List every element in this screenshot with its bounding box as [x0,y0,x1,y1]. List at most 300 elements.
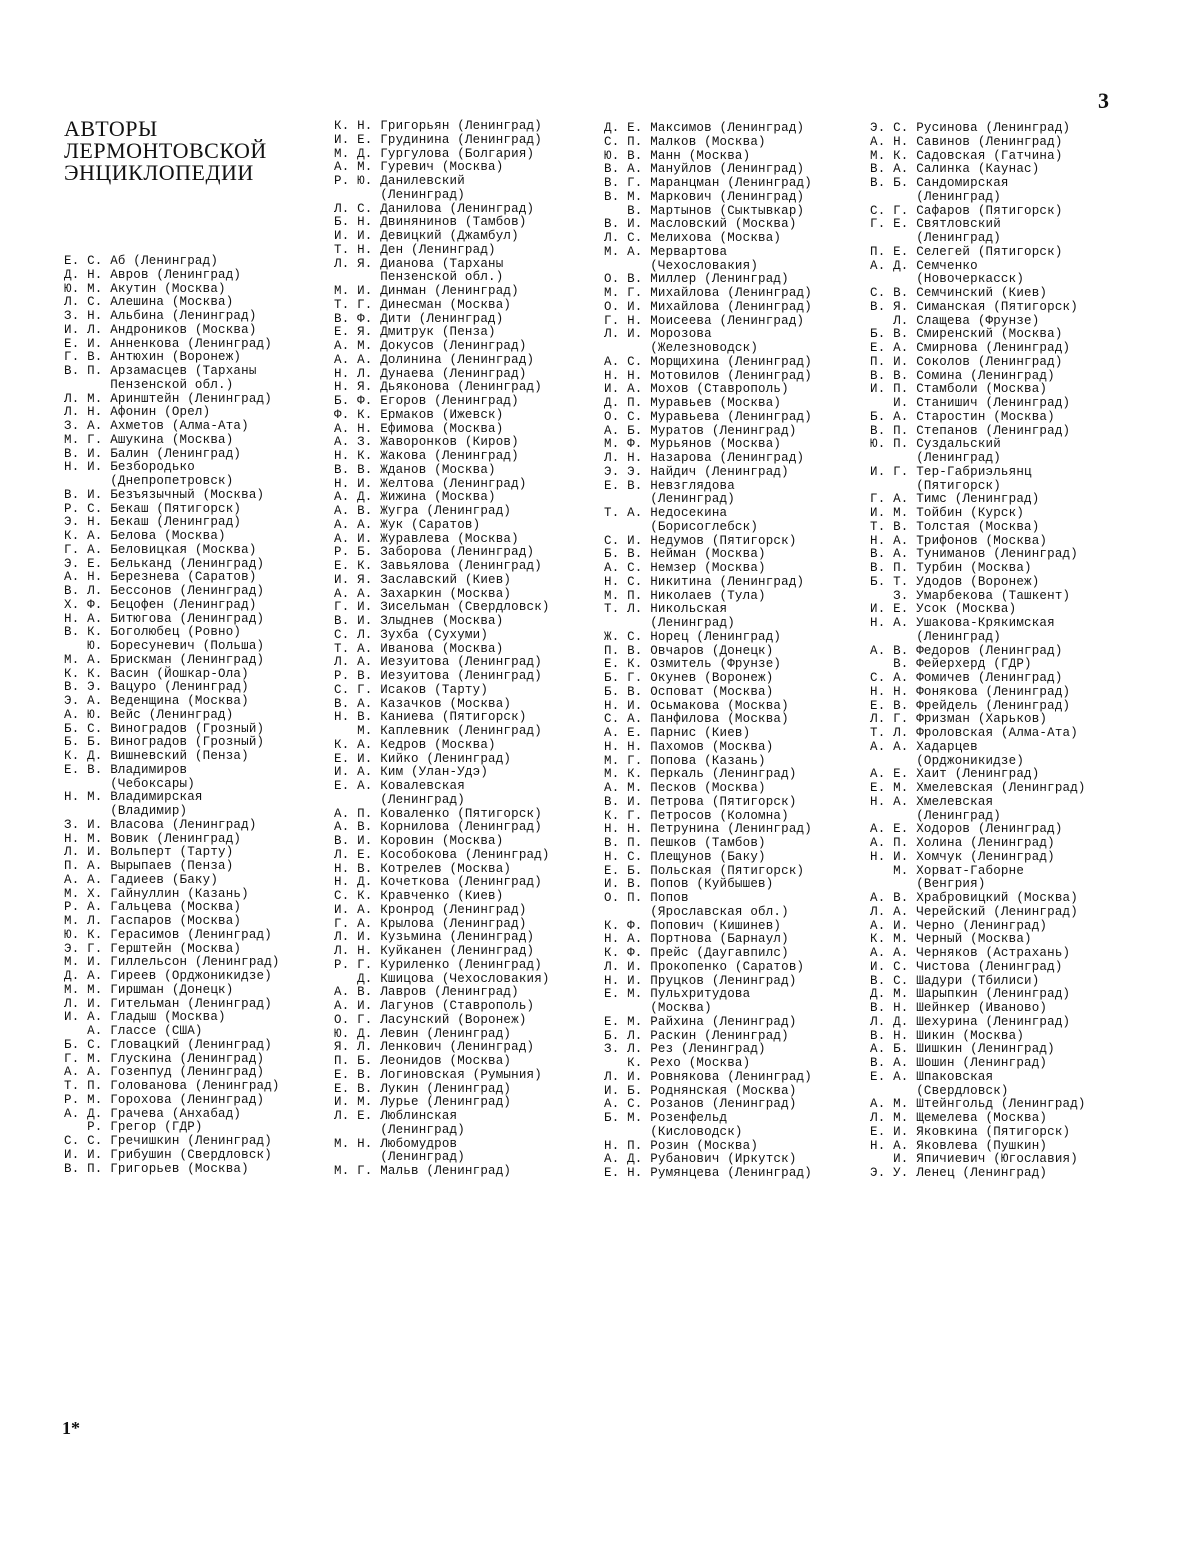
author-entry: В. А. Мануйлов (Ленинград) [604,162,805,177]
author-entry: К. Н. Григорьян (Ленинград) [334,119,542,133]
author-entry: Л. Н. Куйканен (Ленинград) [334,944,535,958]
author-entry: А. Д. Семченко [870,258,978,273]
author-entry: А. В. Федоров (Ленинград) [870,643,1063,658]
author-entry: В. П. Пешков (Тамбов) [604,836,766,850]
author-entry: Л. М. Аринштейн (Ленинград) [64,391,272,406]
author-entry: А. Ю. Вейс (Ленинград) [64,707,234,722]
author-entry: (Железноводск) [604,341,759,355]
author-entry: З. И. Власова (Ленинград) [64,817,257,832]
author-entry: И. И. Грибушин (Свердловск) [64,1147,272,1162]
author-entry: Р. С. Бекаш (Пятигорск) [64,501,242,516]
author-entry: (Днепропетровск) [64,474,234,488]
author-entry: А. В. Корнилова (Ленинград) [334,820,542,835]
author-entry: А. М. Докусов (Ленинград) [334,339,527,353]
author-entry: А. А. Хадарцев [870,739,978,754]
author-entry: Н. Я. Дьяконова (Ленинград) [334,380,542,395]
author-entry: И. Б. Роднянская (Москва) [604,1083,797,1098]
author-entry: Л. Н. Афонин (Орел) [64,405,211,420]
author-entry: С. А. Панфилова (Москва) [604,712,789,727]
author-entry: И. Я. Заславский (Киев) [334,572,512,587]
author-entry: И. Л. Андроников (Москва) [64,322,257,337]
author-entry: Н. М. Вовик (Ленинград) [64,831,242,846]
author-entry: Б. В. Осповат (Москва) [604,684,774,699]
author-entry: Е. А. Шпаковская [870,1069,994,1084]
author-entry: В. Я. Симанская (Пятигорск) [870,299,1078,314]
author-entry: М. Ф. Мурьянов (Москва) [604,437,782,452]
author-entry: Н. В. Каниева (Пятигорск) [334,710,527,725]
author-entry: А. Д. Рубанович (Иркутск) [604,1152,797,1167]
author-entry: Л. Н. Назарова (Ленинград) [604,451,805,465]
author-entry: Л. И. Вольперт (Тарту) [64,845,234,860]
author-entry: И. А. Ким (Улан-Удэ) [334,765,489,780]
author-entry: В. А. Туниманов (Ленинград) [870,547,1078,562]
author-entry: В. Фейерхерд (ГДР) [870,657,1032,672]
author-entry: (Ленинград) [604,616,735,630]
author-entry: Л. Г. Фризман (Харьков) [870,712,1048,727]
author-entry: (Ленинград) [334,1122,465,1137]
author-entry: С. А. Фомичев (Ленинград) [870,671,1063,685]
author-entry: Л. И. Кузьмина (Ленинград) [334,930,535,945]
author-entry: А. С. Немзер (Москва) [604,561,766,575]
author-entry: А. И. Журавлева (Москва) [334,531,519,546]
author-entry: Л. Е. Люблинская [334,1109,458,1123]
author-entry: В. И. Масловский (Москва) [604,217,797,232]
author-entry: Н. И. Осьмакова (Москва) [604,698,789,713]
author-entry: А. С. Розанов (Ленинград) [604,1097,797,1112]
author-entry: Н. Н. Петрунина (Ленинград) [604,822,812,837]
author-entry: С. С. Гречишкин (Ленинград) [64,1134,272,1148]
author-entry: Р. М. Горохова (Ленинград) [64,1092,265,1107]
author-entry: (Борисоглебск) [604,519,759,534]
author-entry: (Свердловск) [870,1083,1009,1098]
author-entry: Э. Г. Герштейн (Москва) [64,941,242,956]
author-entry: М. Г. Мальв (Ленинград) [334,1164,512,1178]
author-entry: В. И. Коровин (Москва) [334,834,504,848]
author-entry: Л. И. Гительман (Ленинград) [64,996,272,1011]
author-entry: Н. Л. Дунаева (Ленинград) [334,366,527,381]
author-entry: (Пятигорск) [870,478,1001,493]
authors-column-1 [64,255,280,1176]
author-entry: П. А. Вырыпаев (Пенза) [64,859,234,873]
author-entry: Б. А. Старостин (Москва) [870,409,1055,424]
page-number: 3 [1098,88,1109,113]
author-entry: А. Б. Шишкин (Ленинград) [870,1042,1055,1057]
author-entry: (Венгрия) [870,877,986,892]
author-entry: (Ленинград) [870,808,1001,823]
author-entry: З. Л. Рез (Ленинград) [604,1042,766,1057]
author-entry: О. В. Миллер (Ленинград) [604,272,789,287]
author-entry: Э. А. Веденщина (Москва) [64,694,249,708]
author-entry: Н. А. Трифонов (Москва) [870,533,1048,548]
author-entry: И. А. Гладыш (Москва) [64,1010,226,1025]
author-entry: З. А. Ахметов (Алма-Ата) [64,419,249,433]
author-entry: А. И. Лагунов (Ставрополь) [334,999,535,1013]
author-entry: О. П. Попов [604,891,689,905]
author-entry: С. Г. Исаков (Тарту) [334,682,489,697]
author-entry: Р. В. Иезуитова (Ленинград) [334,669,542,683]
author-entry: В. Э. Вацуро (Ленинград) [64,680,249,695]
author-entry: И. И. Девицкий (Джамбул) [334,229,519,243]
author-entry: А. Н. Березнева (Саратов) [64,570,257,585]
author-entry: Э. Е. Бельканд (Ленинград) [64,556,265,571]
author-entry: Н. П. Розин (Москва) [604,1138,759,1153]
author-entry: Е. С. Аб (Ленинград) [64,254,219,268]
author-entry: Б. С. Виноградов (Грозный) [64,721,265,736]
author-entry: Б. Г. Окунев (Воронеж) [604,671,774,685]
author-entry: Н. А. Портнова (Барнаул) [604,932,789,947]
author-entry: М. Х. Гайнуллин (Казань) [64,886,249,901]
title-line: ЭНЦИКЛОПЕДИИ [64,160,254,185]
author-entry: Б. Ф. Егоров (Ленинград) [334,394,519,408]
author-entry: М. М. Гиршман (Донецк) [64,982,234,997]
author-entry: Б. Б. Виноградов (Грозный) [64,735,265,750]
author-entry: Н. Д. Кочеткова (Ленинград) [334,875,542,890]
author-entry: Е. В. Логиновская (Румыния) [334,1067,542,1082]
authors-column-3 [604,122,812,1181]
author-entry: А. А. Гадиеев (Баку) [64,872,219,887]
author-entry: (Ярославская обл.) [604,904,789,919]
author-entry: А. П. Холина (Ленинград) [870,836,1055,850]
author-entry: З. Умарбекова (Ташкент) [870,588,1071,603]
author-entry: А. Н. Савинов (Ленинград) [870,134,1063,149]
author-entry: И. В. Попов (Куйбышев) [604,877,774,892]
authors-column-2 [334,120,550,1179]
author-entry: С. Л. Зухба (Сухуми) [334,627,489,642]
author-entry: М. К. Садовская (Гатчина) [870,148,1063,163]
author-entry: Г. Н. Моисеева (Ленинград) [604,313,805,328]
author-entry: (Ленинград) [870,231,1001,245]
author-entry: Е. А. Смирнова (Ленинград) [870,341,1071,355]
author-entry: Л. И. Ровнякова (Ленинград) [604,1069,812,1084]
author-entry: З. Н. Альбина (Ленинград) [64,309,257,323]
author-entry: А. А. Жук (Саратов) [334,517,481,532]
author-entry: К. А. Кедров (Москва) [334,737,496,752]
author-entry: Т. А. Недосекина [604,506,728,520]
author-entry: Н. А. Яковлева (Пушкин) [870,1138,1048,1153]
author-entry: В. П. Степанов (Ленинград) [870,423,1071,438]
author-entry: (Ленинград) [334,792,465,807]
author-entry: (Новочеркасск) [870,272,1025,287]
author-entry: Н. С. Никитина (Ленинград) [604,574,805,589]
author-entry: В. А. Шошин (Ленинград) [870,1056,1048,1070]
author-entry: И. М. Тойбин (Курск) [870,506,1025,520]
author-entry: Е. Я. Дмитрук (Пенза) [334,325,496,340]
author-entry: К. М. Черный (Москва) [870,932,1032,947]
author-entry: М. И. Динман (Ленинград) [334,284,519,298]
author-entry: Х. Ф. Бецофен (Ленинград) [64,597,257,612]
author-entry: Л. Д. Шехурина (Ленинград) [870,1014,1071,1029]
author-entry: А. И. Черно (Ленинград) [870,918,1048,933]
author-entry: А. М. Песков (Москва) [604,781,766,795]
author-entry: Пензенской обл.) [64,377,234,392]
author-entry: А. В. Храбровицкий (Москва) [870,891,1078,905]
author-entry: (Ленинград) [334,1150,465,1165]
author-entry: Л. С. Алешина (Москва) [64,295,234,310]
author-entry: (Чехословакия) [604,258,759,273]
author-entry: Е. К. Завьялова (Ленинград) [334,559,542,573]
author-entry: Д. Н. Авров (Ленинград) [64,267,242,282]
author-entry: Е. Б. Польская (Пятигорск) [604,863,805,878]
author-entry: М. Д. Гургулова (Болгария) [334,146,535,161]
author-entry: В. В. Жданов (Москва) [334,462,496,477]
author-entry: И. С. Чистова (Ленинград) [870,959,1063,974]
author-entry: М. А. Брискман (Ленинград) [64,652,265,667]
author-entry: Г. А. Крылова (Ленинград) [334,916,527,931]
author-entry: П. Б. Леонидов (Москва) [334,1054,512,1068]
author-entry: В. П. Турбин (Москва) [870,561,1032,575]
author-entry: В. А. Салинка (Каунас) [870,162,1040,177]
author-entry: Л. Слащева (Фрунзе) [870,313,1040,328]
author-entry: К. К. Васин (Йошкар-Ола) [64,666,249,681]
author-entry: Л. Я. Дианова (Тарханы [334,256,504,271]
author-entry: Э. Н. Бекаш (Ленинград) [64,515,242,530]
author-entry: Т. Л. Никольская [604,602,728,617]
author-entry: А. Д. Жижина (Москва) [334,490,496,505]
author-entry: Е. В. Владимиров [64,762,188,777]
author-entry: Т. А. Иванова (Москва) [334,641,504,656]
author-entry: М. Хорват-Габорне [870,863,1025,878]
author-entry: Н. И. Пруцков (Ленинград) [604,973,797,988]
author-entry: А. Н. Ефимова (Москва) [334,421,504,436]
author-entry: И. Япичиевич (Югославия) [870,1152,1078,1167]
author-entry: А. Е. Парнис (Киев) [604,726,751,740]
author-entry: В. А. Казачков (Москва) [334,696,512,711]
author-entry: С. П. Малков (Москва) [604,134,766,149]
author-entry: Б. Т. Удодов (Воронеж) [870,574,1040,589]
author-entry: Е. К. Озмитель (Фрунзе) [604,657,782,672]
author-entry: Н. Н. Фонякова (Ленинград) [870,684,1071,699]
author-entry: О. Г. Ласунский (Воронеж) [334,1012,527,1027]
author-entry: Р. А. Гальцева (Москва) [64,900,242,915]
author-entry: Н. И. Безбородько [64,460,195,475]
author-entry: М. Г. Попова (Казань) [604,753,766,768]
author-entry: Ю. В. Манн (Москва) [604,148,751,163]
author-entry: М. А. Мервартова [604,244,728,259]
author-entry: С. Г. Сафаров (Пятигорск) [870,203,1063,218]
signature-mark: 1* [62,1418,80,1438]
author-entry: М. П. Николаев (Тула) [604,588,766,603]
author-entry: В. К. Боголюбец (Ровно) [64,625,242,640]
page-title [64,118,324,184]
author-entry: Е. И. Кийко (Ленинград) [334,751,512,766]
author-entry: Ю. К. Герасимов (Ленинград) [64,927,272,942]
author-entry: В. Г. Маранцман (Ленинград) [604,176,812,190]
author-entry: Е. М. Пульхритудова [604,987,751,1002]
author-entry: К. Рехо (Москва) [604,1056,751,1070]
author-entry: А. В. Жугра (Ленинград) [334,504,512,518]
author-entry: Н. М. Владимирская [64,790,203,805]
author-entry: Ю. П. Суздальский [870,437,1001,452]
author-entry: Е. В. Невзглядова [604,478,735,493]
author-entry: В. П. Григорьев (Москва) [64,1161,249,1176]
author-entry: Э. У. Ленец (Ленинград) [870,1166,1048,1180]
author-entry: Н. Н. Пахомов (Москва) [604,739,774,754]
author-entry: К. Г. Петросов (Коломна) [604,808,789,823]
author-entry: (Чебоксары) [64,776,195,791]
author-entry: Т. В. Толстая (Москва) [870,519,1040,534]
author-entry: А. Е. Ходоров (Ленинград) [870,822,1063,837]
author-entry: Б. В. Нейман (Москва) [604,547,766,562]
author-entry: (Владимир) [64,804,188,818]
author-entry: И. Е. Усок (Москва) [870,602,1017,617]
author-entry: О. С. Муравьева (Ленинград) [604,409,812,424]
author-entry: М. Каплевник (Ленинград) [334,724,542,738]
author-entry: (Ленинград) [604,492,735,507]
author-entry: Е. М. Райхина (Ленинград) [604,1014,797,1029]
author-entry: Е. М. Хмелевская (Ленинград) [870,781,1086,795]
author-entry: Д. Е. Максимов (Ленинград) [604,121,805,135]
author-entry: Т. Г. Динесман (Москва) [334,297,512,312]
author-entry: А. Е. Хаит (Ленинград) [870,767,1040,782]
author-entry: К. Ф. Попович (Кишинев) [604,918,782,933]
author-entry: Г. А. Тимс (Ленинград) [870,492,1040,507]
author-entry: В. С. Шадури (Тбилиси) [870,973,1040,988]
author-entry: Б. В. Смиренский (Москва) [870,327,1063,342]
authors-column-4 [870,122,1086,1181]
author-entry: Ф. К. Ермаков (Ижевск) [334,407,504,422]
title-line: АВТОРЫ [64,116,158,141]
author-entry: Г. М. Глускина (Ленинград) [64,1051,265,1066]
author-entry: А. С. Морщихина (Ленинград) [604,354,812,369]
author-entry: В. И. Злыднев (Москва) [334,614,504,628]
author-entry: Н. А. Ушакова-Крякимская [870,616,1055,630]
author-entry: (Ленинград) [334,187,465,202]
author-entry: А. Глассе (США) [64,1024,203,1038]
author-entry: В. Н. Шикин (Москва) [870,1028,1025,1043]
author-entry: Н. В. Котрелев (Москва) [334,861,512,876]
author-entry: П. И. Соколов (Ленинград) [870,354,1063,369]
author-entry: Д. П. Муравьев (Москва) [604,396,782,410]
author-entry: Р. Грегор (ГДР) [64,1120,203,1135]
author-entry: С. И. Недумов (Пятигорск) [604,533,797,548]
author-entry: Л. М. Щемелева (Москва) [870,1111,1048,1125]
author-entry: Т. Л. Фроловская (Алма-Ата) [870,726,1078,740]
author-entry: А. М. Штейнгольд (Ленинград) [870,1097,1086,1112]
author-entry: Л. С. Мелихова (Москва) [604,231,782,245]
author-entry: Н. И. Желтова (Ленинград) [334,476,527,491]
author-entry: П. В. Овчаров (Донецк) [604,643,774,658]
author-entry: М. Г. Ашукина (Москва) [64,432,234,447]
author-entry: В. И. Петрова (Пятигорск) [604,794,797,809]
author-entry: М. Л. Гаспаров (Москва) [64,914,242,928]
author-entry: Д. Кшицова (Чехословакия) [334,971,550,986]
author-entry: Б. М. Розенфельд [604,1111,728,1125]
author-entry: И. А. Мохов (Ставрополь) [604,382,789,397]
author-entry: О. И. Михайлова (Ленинград) [604,299,812,314]
author-entry: В. П. Арзамасцев (Тарханы [64,364,257,378]
author-entry: В. Н. Шейнкер (Иваново) [870,1001,1048,1015]
author-entry: (Кисловодск) [604,1124,743,1139]
author-entry: Е. Н. Румянцева (Ленинград) [604,1166,812,1180]
author-entry: В. Ф. Дити (Ленинград) [334,311,504,326]
author-entry: Б. Н. Двинянинов (Тамбов) [334,215,527,230]
author-entry: М. Н. Любомудров [334,1136,458,1151]
author-entry: Б. С. Гловацкий (Ленинград) [64,1037,272,1052]
author-entry: Э. С. Русинова (Ленинград) [870,121,1071,135]
author-entry: Р. Б. Заборова (Ленинград) [334,545,535,560]
author-entry: В. Мартынов (Сыктывкар) [604,203,805,218]
author-entry: А. Б. Муратов (Ленинград) [604,423,797,438]
author-entry: С. В. Семчинский (Киев) [870,286,1048,300]
author-entry: (Москва) [604,1001,712,1015]
author-entry: Пензенской обл.) [334,270,504,285]
author-entry: И. Г. Тер-Габриэльянц [870,464,1032,479]
author-entry: Е. В. Фрейдель (Ленинград) [870,698,1071,713]
author-entry: В. Б. Сандомирская [870,176,1009,190]
author-entry: А. М. Гуревич (Москва) [334,160,504,175]
author-entry: П. Е. Селегей (Пятигорск) [870,244,1063,259]
author-entry: С. К. Кравченко (Киев) [334,889,504,903]
author-entry: (Ленинград) [870,629,1001,644]
author-entry: Ю. Боресуневич (Польша) [64,639,265,653]
author-entry: Е. А. Ковалевская [334,779,465,793]
author-entry: Ж. С. Норец (Ленинград) [604,629,782,644]
author-entry: Д. А. Гиреев (Орджоникидзе) [64,969,272,983]
author-entry: Г. Е. Святловский [870,217,1001,232]
author-entry: А. Д. Грачева (Анхабад) [64,1106,242,1121]
author-entry: М. Г. Михайлова (Ленинград) [604,286,812,300]
author-entry: М. К. Перкаль (Ленинград) [604,767,797,782]
author-entry: И. М. Лурье (Ленинград) [334,1095,512,1110]
author-entry: Н. И. Хомчук (Ленинград) [870,849,1055,864]
author-entry: Р. Г. Куриленко (Ленинград) [334,957,542,972]
author-entry: (Ленинград) [870,451,1001,465]
author-entry: Т. Н. Ден (Ленинград) [334,242,496,257]
author-entry: Г. И. Зисельман (Свердловск) [334,600,550,615]
author-entry: Н. А. Битюгова (Ленинград) [64,611,265,626]
author-entry: А. А. Черняков (Астрахань) [870,946,1071,960]
author-entry: И. Е. Грудинина (Ленинград) [334,132,542,147]
author-entry: И. П. Стамболи (Москва) [870,382,1048,397]
author-entry: К. А. Белова (Москва) [64,529,226,543]
author-entry: Н. А. Хмелевская [870,794,994,809]
author-entry: В. М. Маркович (Ленинград) [604,189,805,204]
author-entry: Е. И. Яковкина (Пятигорск) [870,1124,1071,1139]
author-entry: А. В. Лавров (Ленинград) [334,985,519,1000]
author-entry: Л. Е. Кособокова (Ленинград) [334,847,550,862]
author-entry: Е. В. Лукин (Ленинград) [334,1081,512,1096]
author-entry: В. И. Балин (Ленинград) [64,446,242,461]
author-entry: Л. А. Черейский (Ленинград) [870,904,1078,919]
author-entry: (Ленинград) [870,189,1001,204]
author-entry: Т. П. Голованова (Ленинград) [64,1079,280,1093]
author-entry: А. З. Жаворонков (Киров) [334,435,519,450]
author-entry: Г. В. Антюхин (Воронеж) [64,350,242,365]
author-entry: И. Станишич (Ленинград) [870,396,1071,410]
author-entry: Я. Л. Ленкович (Ленинград) [334,1040,535,1055]
author-entry: Л. А. Иезуитова (Ленинград) [334,655,542,670]
author-entry: В. И. Безъязычный (Москва) [64,487,265,502]
author-entry: В. В. Сомина (Ленинград) [870,368,1055,383]
author-entry: В. Л. Бессонов (Ленинград) [64,584,265,598]
author-entry: Л. И. Морозова [604,327,712,342]
title-line: ЛЕРМОНТОВСКОЙ [64,138,267,163]
author-entry: Э. Э. Найдич (Ленинград) [604,464,789,479]
author-entry: Н. К. Жакова (Ленинград) [334,449,519,463]
author-entry: А. А. Захаркин (Москва) [334,586,512,601]
author-entry: М. И. Гиллельсон (Ленинград) [64,955,280,970]
author-entry: Ю. М. Акутин (Москва) [64,281,226,296]
author-entry: (Орджоникидзе) [870,753,1025,768]
author-entry: А. А. Гозенпуд (Ленинград) [64,1065,265,1080]
author-entry: Ю. Д. Левин (Ленинград) [334,1026,512,1041]
author-entry: Н. Н. Мотовилов (Ленинград) [604,368,812,383]
author-entry: Д. М. Шарыпкин (Ленинград) [870,987,1071,1002]
author-entry: Н. С. Плещунов (Баку) [604,849,766,864]
author-entry: Л. И. Прокопенко (Саратов) [604,959,805,974]
author-entry: К. Ф. Прейс (Даугавпилс) [604,946,789,960]
author-entry: Л. С. Данилова (Ленинград) [334,201,535,216]
